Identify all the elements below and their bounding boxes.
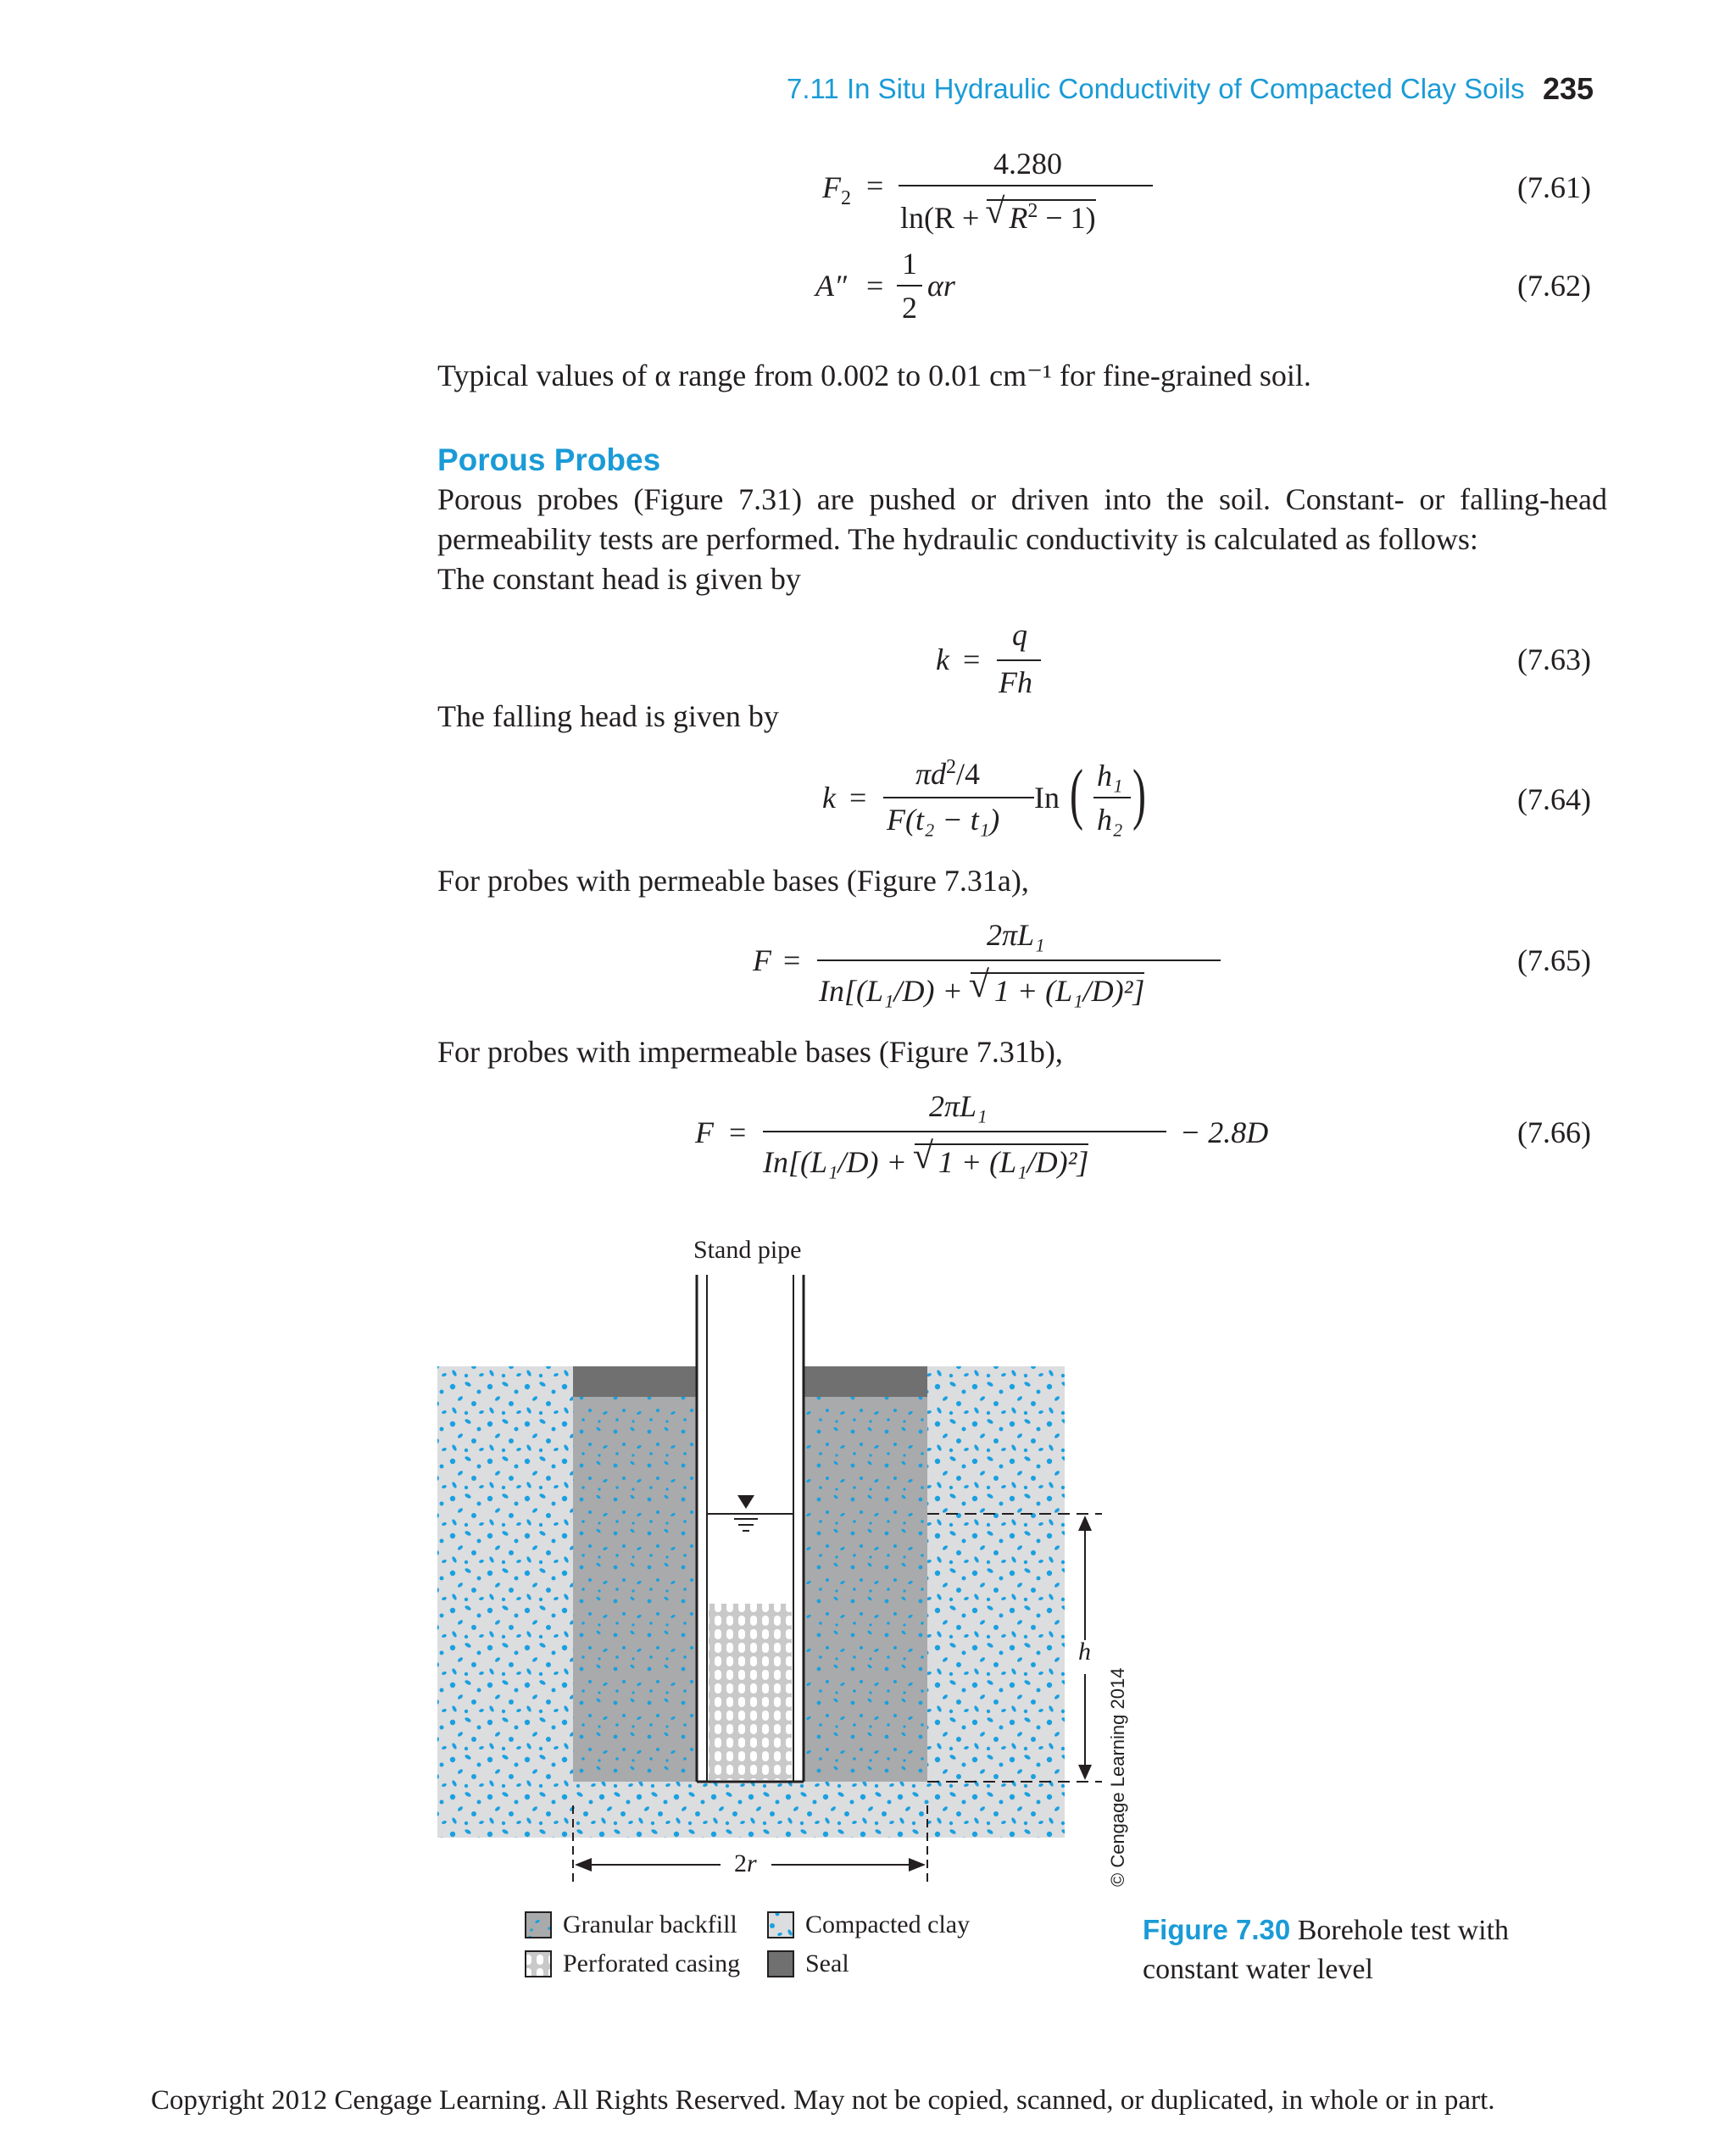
eq766-sqrt: √ 1 + (L₁/D)²] bbox=[912, 1135, 1089, 1179]
seal-left bbox=[573, 1366, 697, 1397]
eq765-sqrt: √ 1 + (L₁/D)²] bbox=[968, 964, 1145, 1008]
eq765-den-b: 1 + (L₁/D)²] bbox=[971, 972, 1145, 1008]
copyright-footer: Copyright 2012 Cengage Learning. All Rights Reserved. May not be copied, scanned, or duplicated, in whole or in part. bbox=[151, 2085, 1495, 2116]
eq765-lhs: F bbox=[753, 943, 771, 977]
legend-granular-swatch bbox=[526, 1912, 551, 1938]
eq765-den-a: In[(L₁/D) + bbox=[819, 974, 971, 1008]
eq761-number: (7.61) bbox=[1517, 170, 1591, 204]
eq764-h1: h₁ bbox=[1097, 759, 1123, 793]
eq761-lhs-sub: 2 bbox=[841, 187, 851, 210]
legend-perforated-label: Perforated casing bbox=[563, 1950, 741, 1977]
legend-compacted-label: Compacted clay bbox=[805, 1911, 971, 1938]
eq761-den-a: ln(R + bbox=[900, 201, 988, 235]
eq765-number: (7.65) bbox=[1517, 943, 1591, 977]
eq764-num-b: /4 bbox=[956, 757, 981, 791]
eq766-den-a: In[(L₁/D) + bbox=[763, 1145, 915, 1179]
eq764-number: (7.64) bbox=[1517, 782, 1591, 816]
eq764-num-sup: 2 bbox=[946, 756, 957, 778]
impermeable-text: For probes with impermeable bases (Figure 7.31b), bbox=[437, 1035, 1063, 1069]
para-line: Porous probes (Figure 7.31) are pushed or driven into the soil. Constant- or falling-head bbox=[437, 482, 1607, 516]
eq764-den: F(t₂ − t₁) bbox=[887, 803, 1000, 837]
eq763-number: (7.63) bbox=[1517, 642, 1591, 676]
eq766-lhs: F bbox=[695, 1115, 714, 1149]
eq763-lhs: k bbox=[936, 642, 949, 676]
caption-label: Figure 7.30 bbox=[1143, 1914, 1291, 1945]
caption-line: Borehole test with bbox=[1297, 1915, 1510, 1946]
h-label: h bbox=[1078, 1638, 1091, 1666]
running-title: 7.11 In Situ Hydraulic Conductivity of Compacted Clay Soils bbox=[787, 73, 1525, 104]
eq762-num: 1 bbox=[902, 247, 917, 281]
eq761-den-sup: 2 bbox=[1027, 200, 1038, 222]
two-r-label: 2r bbox=[734, 1849, 757, 1877]
page-number: 235 bbox=[1543, 71, 1594, 106]
stand-pipe-label: Stand pipe bbox=[693, 1236, 802, 1264]
eq764-ln: In bbox=[1034, 781, 1060, 815]
figure-credit: © Cengage Learning 2014 bbox=[1107, 1667, 1128, 1887]
eq764-lhs: k bbox=[822, 781, 836, 815]
eq764-h2: h₂ bbox=[1097, 803, 1123, 837]
eq761-lhs: F bbox=[822, 170, 841, 204]
seal-right bbox=[804, 1366, 927, 1397]
eq764-num-a: πd bbox=[915, 757, 947, 791]
typical-alpha-text: Typical values of α range from 0.002 to 0.01 cm⁻¹ for fine-grained soil. bbox=[437, 359, 1311, 392]
legend-granular-label: Granular backfill bbox=[563, 1911, 737, 1938]
permeable-text: For probes with permeable bases (Figure 7.31a), bbox=[437, 864, 1029, 898]
legend-compacted-swatch bbox=[768, 1912, 793, 1938]
eq762-rhs: αr bbox=[927, 269, 955, 303]
legend-seal-swatch bbox=[768, 1951, 793, 1977]
eq762-den: 2 bbox=[902, 291, 917, 325]
eq763-den: Fh bbox=[999, 665, 1032, 699]
section-heading: Porous Probes bbox=[437, 442, 661, 477]
legend-seal-label: Seal bbox=[805, 1950, 849, 1977]
eq766-number: (7.66) bbox=[1517, 1115, 1591, 1149]
legend-perforated-swatch bbox=[526, 1951, 551, 1977]
eq763-num: q bbox=[1012, 618, 1027, 652]
para-line: The constant head is given by bbox=[437, 562, 801, 596]
caption-line: constant water level bbox=[1143, 1954, 1373, 1985]
perforated-casing bbox=[709, 1604, 792, 1780]
eq761-den-c: − 1) bbox=[1038, 201, 1096, 235]
eq766-tail: − 2.8D bbox=[1180, 1115, 1269, 1149]
figure-caption bbox=[1143, 1911, 1509, 1989]
eq761-sqrt: √ $R^2 - 1$) bbox=[985, 192, 1096, 235]
eq766-den-b: 1 + (L₁/D)²] bbox=[915, 1143, 1089, 1179]
eq761-numerator: 4.280 bbox=[993, 147, 1062, 181]
eq766-num: 2πL₁ bbox=[929, 1089, 988, 1123]
para-line: permeability tests are performed. The hydraulic conductivity is calculated as follows: bbox=[437, 522, 1478, 556]
falling-head-text: The falling head is given by bbox=[437, 699, 779, 733]
eq762-lhs: A″ bbox=[815, 269, 847, 303]
eq761-den-b: R bbox=[1009, 201, 1028, 235]
eq765-num: 2πL₁ bbox=[987, 918, 1045, 952]
eq762-number: (7.62) bbox=[1517, 269, 1591, 303]
